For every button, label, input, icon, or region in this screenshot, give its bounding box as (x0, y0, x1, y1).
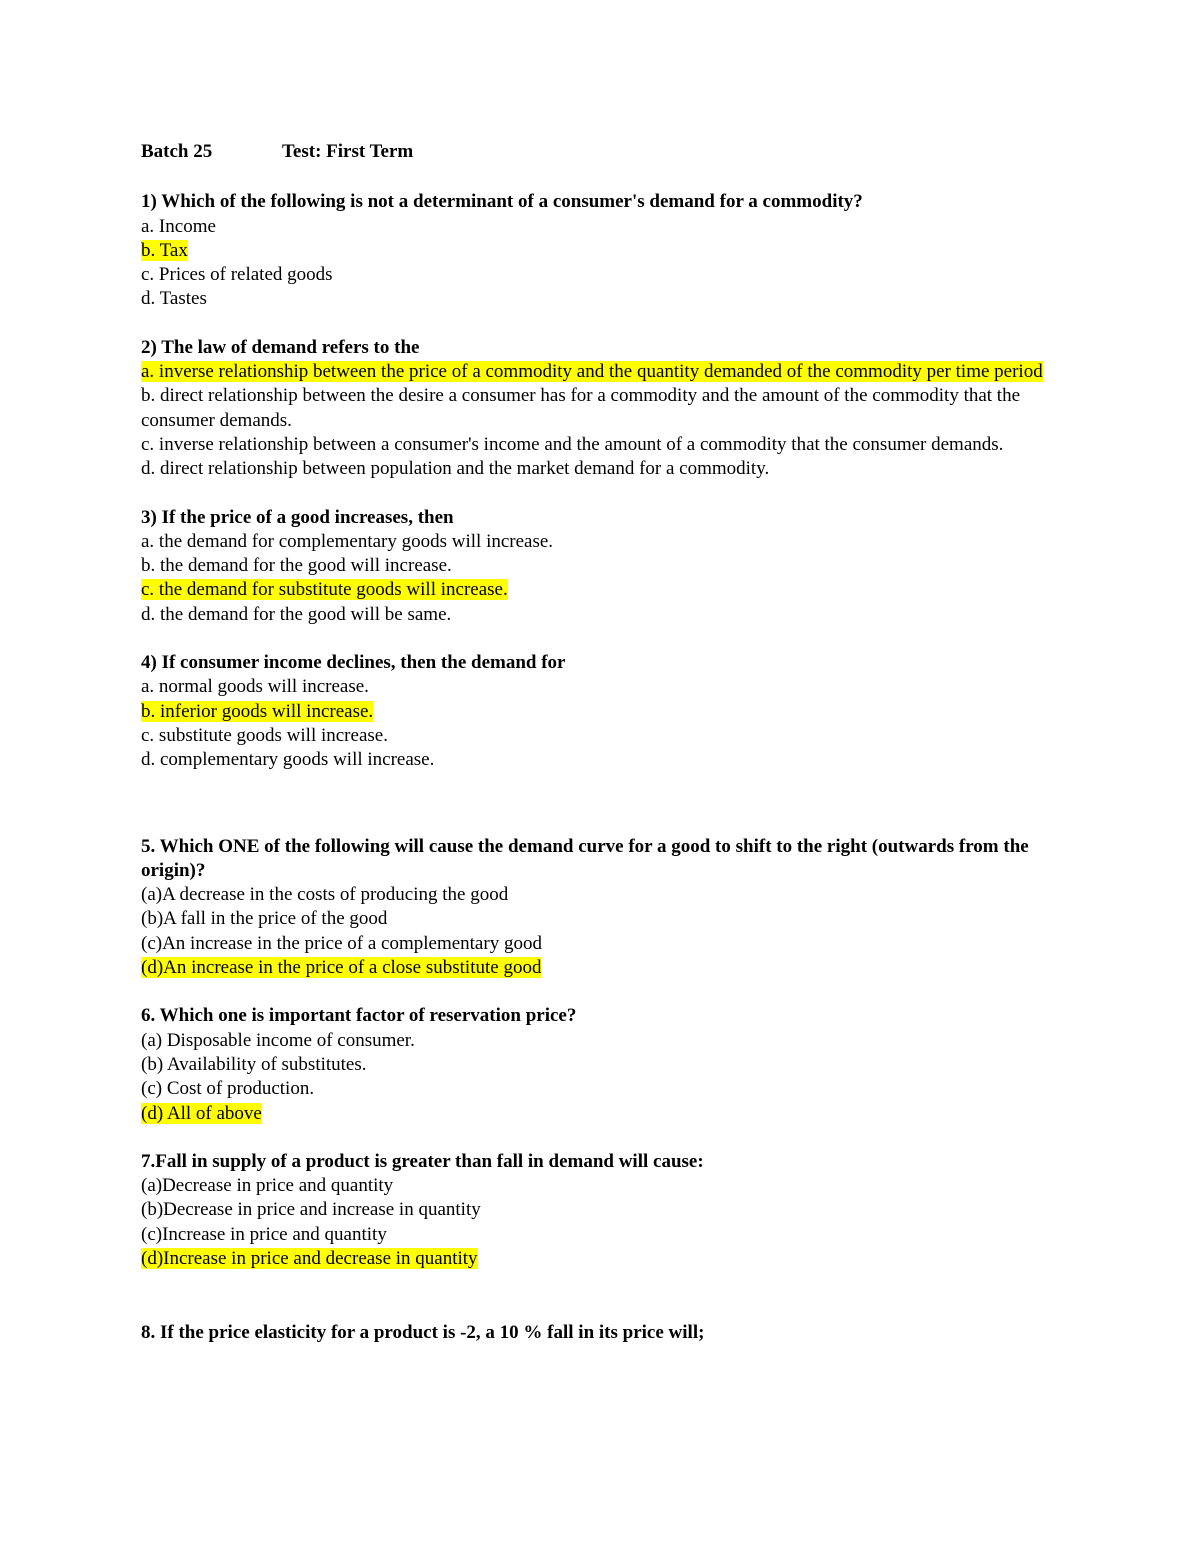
option-a-answer: a. inverse relationship between the price of a commodity and the quantity demanded of the commodity per time period (141, 361, 1043, 383)
option-b-answer: b. inferior goods will increase. (141, 700, 374, 722)
option-a: a. Income (141, 215, 216, 237)
question-4 (141, 651, 1061, 772)
question-8 (141, 1321, 1061, 1345)
option-b: b. direct relationship between the desire a consumer has for a commodity and the amount of the commodity that the consumer demands. (141, 385, 1021, 431)
option-a: a. normal goods will increase. (141, 676, 369, 698)
option-b: (b) Availability of substitutes. (141, 1053, 367, 1075)
option-a: a. the demand for complementary goods will increase. (141, 530, 554, 552)
option-b: b. the demand for the good will increase. (141, 555, 452, 577)
option-c: (c) Cost of production. (141, 1078, 315, 1100)
option-d-answer: (d)Increase in price and decrease in quantity (141, 1247, 478, 1269)
question-3 (141, 506, 1061, 627)
option-c: (c)Increase in price and quantity (141, 1223, 387, 1245)
option-c-answer: c. the demand for substitute goods will increase. (141, 579, 508, 601)
option-d-answer: (d)An increase in the price of a close substitute good (141, 957, 542, 979)
question-text: 2) The law of demand refers to the (141, 336, 420, 358)
option-a: (a)A decrease in the costs of producing the good (141, 884, 509, 906)
option-c: (c)An increase in the price of a complementary good (141, 932, 542, 954)
question-5 (141, 835, 1061, 981)
option-a: (a)Decrease in price and quantity (141, 1175, 394, 1197)
test-title: Test: First Term (282, 141, 414, 162)
question-text: 7.Fall in supply of a product is greater than fall in demand will cause: (141, 1150, 704, 1172)
question-text: 4) If consumer income declines, then the demand for (141, 652, 566, 674)
option-d: d. Tastes (141, 288, 207, 310)
document-page (141, 140, 1061, 1346)
question-1 (141, 190, 1061, 311)
option-d: d. the demand for the good will be same. (141, 603, 452, 625)
question-text: 1) Which of the following is not a determinant of a consumer's demand for a commodity? (141, 191, 863, 213)
option-b: (b)Decrease in price and increase in quantity (141, 1199, 481, 1221)
question-2 (141, 336, 1061, 482)
option-c: c. inverse relationship between a consumer's income and the amount of a commodity that the consumer demands. (141, 433, 1004, 455)
question-6 (141, 1004, 1061, 1125)
question-text: 3) If the price of a good increases, then (141, 506, 454, 528)
option-d: d. direct relationship between population and the market demand for a commodity. (141, 458, 770, 480)
question-text: 8. If the price elasticity for a product is -2, a 10 % fall in its price will; (141, 1322, 705, 1344)
batch-label: Batch 25 (141, 141, 213, 162)
option-c: c. Prices of related goods (141, 264, 333, 286)
option-b-answer: b. Tax (141, 239, 188, 261)
option-c: c. substitute goods will increase. (141, 724, 388, 746)
option-d-answer: (d) All of above (141, 1102, 262, 1124)
question-text: 6. Which one is important factor of reservation price? (141, 1005, 577, 1027)
question-text: 5. Which ONE of the following will cause the demand curve for a good to shift to the right (outwards from the origin)? (141, 835, 1029, 881)
question-7 (141, 1150, 1061, 1271)
option-b: (b)A fall in the price of the good (141, 908, 388, 930)
test-header (141, 140, 1061, 164)
option-d: d. complementary goods will increase. (141, 749, 435, 771)
option-a: (a) Disposable income of consumer. (141, 1029, 415, 1051)
